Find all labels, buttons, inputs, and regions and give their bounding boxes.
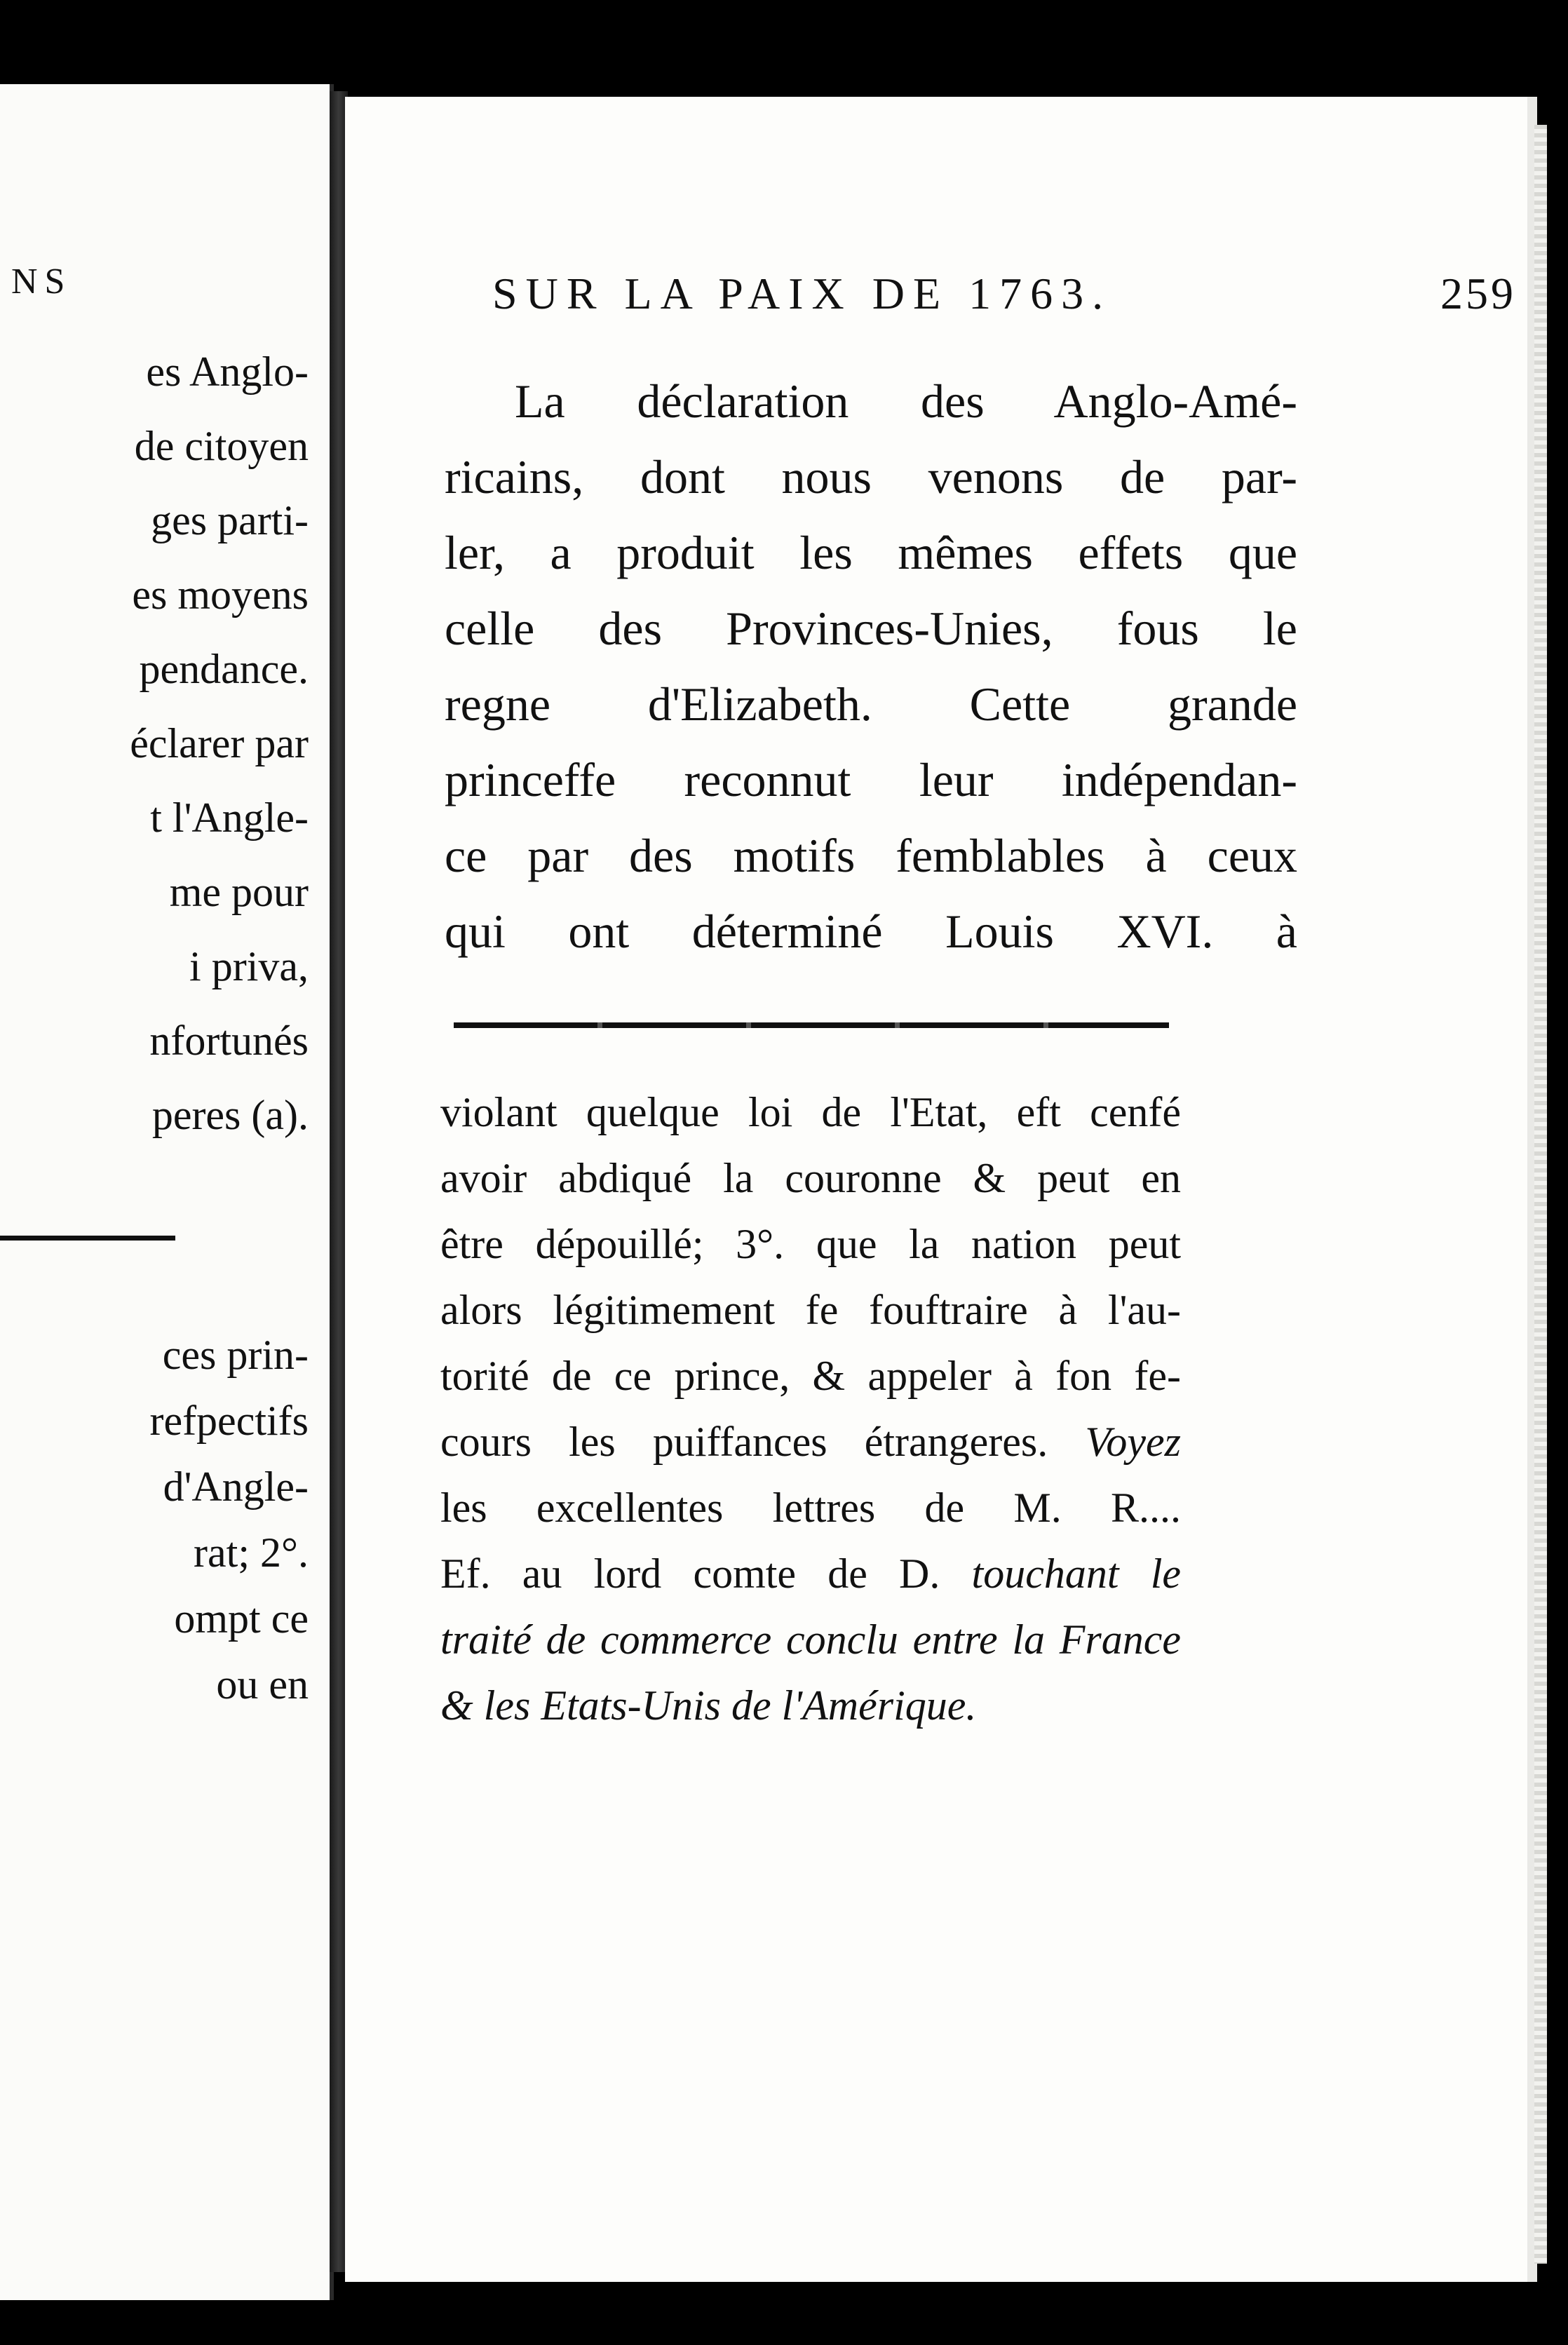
running-head — [492, 268, 1537, 320]
body-text-line: La déclaration des Anglo-Amé- — [515, 374, 1297, 428]
left-text-line: de citoyen — [134, 423, 309, 469]
left-running-head-fragment: NS — [11, 262, 72, 302]
body-text-line: ler, a produit les mêmes effets que — [445, 526, 1297, 579]
page-number: 259 — [1440, 269, 1516, 318]
running-head-title: SUR LA PAIX DE 1763. — [492, 269, 1112, 318]
body-text-line: regne d'Elizabeth. Cette grande — [445, 677, 1297, 731]
page-edge — [1534, 125, 1547, 2264]
footnote-line: avoir abdiqué la couronne & peut en — [440, 1155, 1181, 1201]
left-text-line: peres (a). — [151, 1092, 309, 1138]
body-text-line: ce par des motifs femblables à ceux — [445, 829, 1297, 882]
left-text-line: pendance. — [139, 646, 309, 692]
footnote-line: traité de commerce conclu entre la France — [440, 1616, 1181, 1663]
left-note-line: ou en — [216, 1661, 309, 1708]
body-text-line: qui ont déterminé Louis XVI. à — [445, 905, 1297, 958]
footnote-line: torité de ce prince, & appeler à fon fe- — [440, 1353, 1181, 1399]
left-text-line: nfortunés — [149, 1018, 309, 1064]
left-note-line: ces prin- — [162, 1332, 309, 1378]
footnote-line: être dépouillé; 3°. que la nation peut — [440, 1221, 1181, 1267]
footnote-line: Ef. au lord comte de D. touchant le — [440, 1550, 1181, 1597]
left-note-line: rat; 2°. — [194, 1529, 309, 1576]
left-text-line: i priva, — [189, 943, 309, 989]
footnote-line: cours les puiffances étrangeres. Voyez — [440, 1419, 1182, 1465]
left-page — [0, 84, 334, 2300]
left-text-line: es moyens — [132, 572, 309, 618]
left-note-line: refpectifs — [149, 1398, 309, 1444]
right-page — [345, 97, 1537, 2282]
left-text-line: éclarer par — [130, 720, 309, 766]
footnote-line: violant quelque loi de l'Etat, eft cenfé — [440, 1089, 1181, 1135]
left-text-line: ges parti- — [151, 497, 309, 543]
left-footnote-rule — [0, 1236, 175, 1241]
left-note-line: d'Angle- — [163, 1464, 309, 1510]
footnote-divider-rule — [454, 1022, 1169, 1028]
left-text-line: me pour — [169, 869, 309, 915]
body-text-line: princeffe reconnut leur indépendan- — [445, 753, 1297, 806]
footnote-line: & les Etats-Unis de l'Amérique. — [440, 1682, 977, 1729]
left-text-line: t l'Angle- — [150, 795, 309, 841]
left-text-line: es Anglo- — [146, 349, 309, 395]
footnote-line: alors légitimement fe fouftraire à l'au- — [440, 1287, 1181, 1333]
left-note-line: ompt ce — [174, 1595, 309, 1642]
footnote-line: les excellentes lettres de M. R.... — [440, 1485, 1181, 1531]
body-text-line: celle des Provinces-Unies, fous le — [445, 602, 1297, 655]
body-text-line: ricains, dont nous venons de par- — [445, 450, 1297, 504]
